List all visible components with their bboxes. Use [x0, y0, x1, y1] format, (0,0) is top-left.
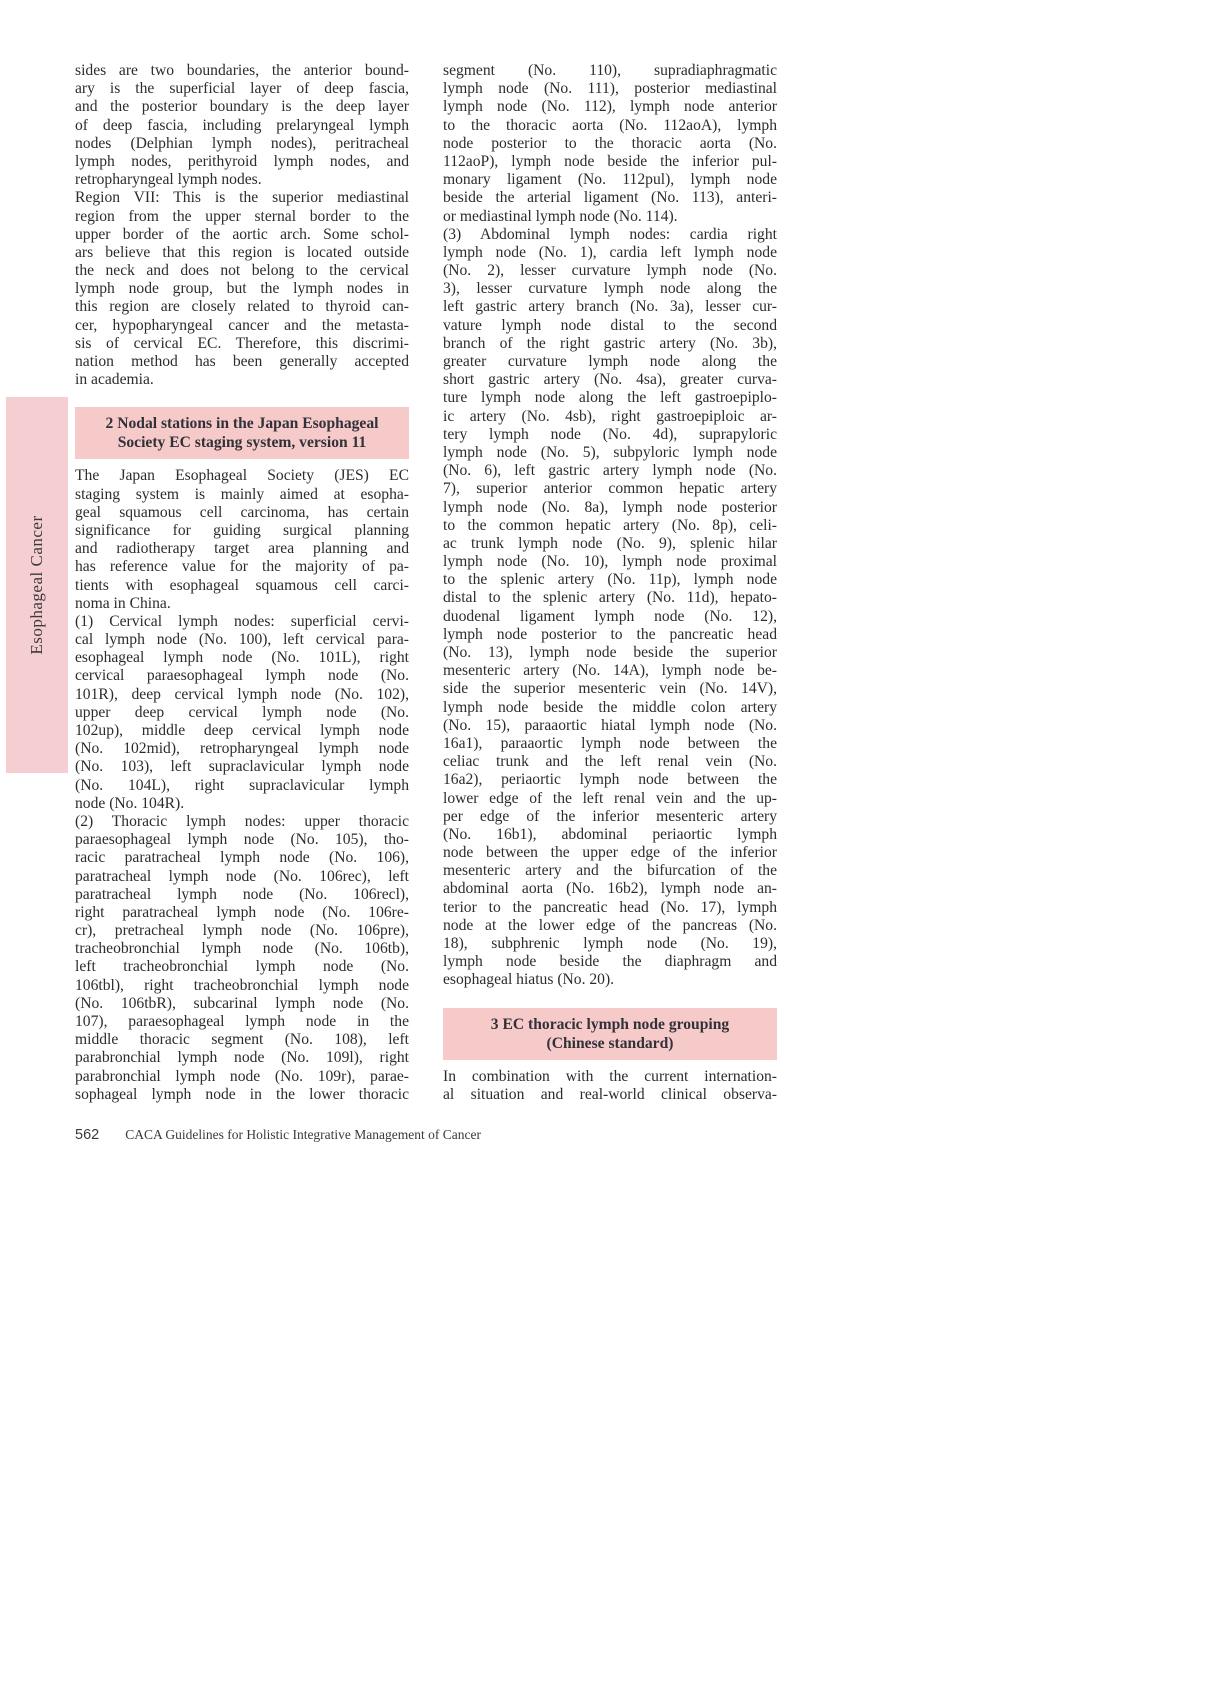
- text-line: right paratracheal lymph node (No. 106re-: [75, 903, 409, 921]
- text-line: and the posterior boundary is the deep layer: [75, 98, 409, 116]
- text-line: and radiotherapy target area planning and: [75, 540, 409, 558]
- text-line: sis of cervical EC. Therefore, this discrimi-: [75, 334, 409, 352]
- text-line: cer, hypopharyngeal cancer and the metasta-: [75, 316, 409, 334]
- text-line: lower edge of the left renal vein and the up-: [443, 789, 777, 807]
- text-line: noma in China.: [75, 594, 171, 612]
- text-line: ac trunk lymph node (No. 9), splenic hilar: [443, 534, 777, 552]
- text-line: node at the lower edge of the pancreas (No.: [443, 916, 777, 934]
- text-line: 107), paraesophageal lymph node in the: [75, 1013, 409, 1030]
- text-line: ars believe that this region is located outside: [75, 243, 409, 261]
- text-line: 102up), middle deep cervical lymph node: [75, 722, 409, 739]
- text-line: lymph node (No. 112), lymph node anterior: [443, 98, 777, 116]
- text-line: left tracheobronchial lymph node (No.: [75, 958, 409, 976]
- text-line: region from the upper sternal border to the: [75, 207, 409, 225]
- page-column-left: [75, 62, 409, 1104]
- text-line: (No. 16b1), abdominal periaortic lymph: [443, 825, 777, 843]
- text-line: (2) Thoracic lymph nodes: upper thoracic: [75, 812, 409, 830]
- text-line: to the thoracic aorta (No. 112aoA), lymph: [443, 116, 777, 134]
- text-line: (3) Abdominal lymph nodes: cardia right: [443, 225, 777, 243]
- text-line: node posterior to the thoracic aorta (No.: [443, 134, 777, 152]
- text-line: left gastric artery branch (No. 3a), lesser cur-: [443, 298, 777, 316]
- text-line: vature lymph node distal to the second: [443, 316, 777, 334]
- text-line: lymph node beside the diaphragm and: [443, 953, 777, 971]
- text-line: 112aoP), lymph node beside the inferior pul-: [443, 152, 777, 170]
- section-heading-line: Society EC staging system, version 11: [117, 434, 367, 452]
- text-line: (No. 103), left supraclavicular lymph node: [75, 758, 409, 776]
- text-line: al situation and real-world clinical observa-: [443, 1085, 777, 1103]
- text-line: monary ligament (No. 112pul), lymph node: [443, 171, 777, 189]
- text-line: lymph node (No. 10), lymph node proximal: [443, 553, 777, 571]
- text-line: racic paratracheal lymph node (No. 106),: [75, 849, 409, 867]
- text-line: node between the upper edge of the inferior: [443, 844, 777, 862]
- text-line: lymph node (No. 111), posterior mediastinal: [443, 80, 777, 98]
- text-line: ic artery (No. 4sb), right gastroepiploic ar-: [443, 407, 777, 425]
- text-line: node (No. 104R).: [75, 794, 185, 812]
- text-line: In combination with the current internation-: [443, 1067, 777, 1085]
- text-line: cr), pretracheal lymph node (No. 106pre),: [75, 922, 409, 940]
- text-line: side the superior mesenteric vein (No. 14V),: [443, 680, 777, 698]
- text-line: middle thoracic segment (No. 108), left: [75, 1031, 409, 1049]
- section-3-heading: [443, 1008, 777, 1060]
- text-line: 3), lesser curvature lymph node along the: [443, 280, 777, 298]
- text-line: esophageal hiatus (No. 20).: [443, 971, 615, 989]
- text-line: in academia.: [75, 371, 154, 389]
- text-line: 7), superior anterior common hepatic artery: [443, 480, 777, 498]
- text-line: paratracheal lymph node (No. 106recl),: [75, 885, 409, 903]
- text-line: ture lymph node along the left gastroepiplo-: [443, 389, 777, 407]
- text-line: to the common hepatic artery (No. 8p), celi-: [443, 516, 777, 534]
- section-heading-line: 3 EC thoracic lymph node grouping: [490, 1015, 730, 1033]
- chapter-tab: [6, 397, 68, 773]
- text-line: lymph node posterior to the pancreatic head: [443, 625, 777, 643]
- text-line: mesenteric artery (No. 14A), lymph node be-: [443, 662, 777, 680]
- page-column-right: [443, 62, 777, 1104]
- text-line: parabronchial lymph node (No. 109l), right: [75, 1049, 409, 1067]
- text-line: Region VII: This is the superior mediastinal: [75, 189, 409, 207]
- text-line: tery lymph node (No. 4d), suprapyloric: [443, 425, 777, 443]
- text-line: paraesophageal lymph node (No. 105), tho-: [75, 831, 409, 849]
- text-line: lymph node (No. 5), subpyloric lymph node: [443, 443, 777, 461]
- text-line: geal squamous cell carcinoma, has certain: [75, 503, 409, 521]
- text-line: celiac trunk and the left renal vein (No.: [443, 753, 777, 771]
- text-line: sides are two boundaries, the anterior bound-: [75, 62, 409, 79]
- text-line: distal to the splenic artery (No. 11d), hepato-: [443, 589, 777, 607]
- text-line: upper border of the aortic arch. Some schol-: [75, 225, 409, 243]
- text-line: 16a1), paraaortic lymph node between the: [443, 734, 777, 752]
- section-heading-line: (Chinese standard): [546, 1034, 674, 1052]
- text-line: retropharyngeal lymph nodes.: [75, 171, 262, 189]
- text-line: (1) Cervical lymph nodes: superficial cervi-: [75, 612, 409, 630]
- text-line: significance for guiding surgical planning: [75, 521, 409, 539]
- text-line: this region are closely related to thyroid can-: [75, 298, 409, 316]
- text-line: the neck and does not belong to the cervical: [75, 262, 409, 280]
- text-line: ary is the superficial layer of deep fascia,: [75, 80, 409, 98]
- text-line: (No. 104L), right supraclavicular lymph: [75, 776, 409, 794]
- text-line: 101R), deep cervical lymph node (No. 102),: [75, 685, 409, 703]
- section-2-heading: [75, 407, 409, 459]
- text-line: or mediastinal lymph node (No. 114).: [443, 207, 678, 225]
- text-line: segment (No. 110), supradiaphragmatic: [443, 62, 777, 79]
- text-line: branch of the right gastric artery (No. 3b),: [443, 334, 777, 352]
- text-line: mesenteric artery and the bifurcation of the: [443, 862, 777, 880]
- text-line: tracheobronchial lymph node (No. 106tb),: [75, 940, 409, 958]
- text-line: (No. 6), left gastric artery lymph node (No.: [443, 462, 777, 480]
- text-line: lymph node (No. 1), cardia left lymph node: [443, 243, 777, 261]
- text-line: duodenal ligament lymph node (No. 12),: [443, 607, 777, 625]
- section-heading-line: 2 Nodal stations in the Japan Esophageal: [105, 415, 379, 433]
- text-line: nation method has been generally accepted: [75, 353, 409, 370]
- text-line: per edge of the inferior mesenteric artery: [443, 807, 777, 825]
- text-line: (No. 106tbR), subcarinal lymph node (No.: [75, 994, 409, 1012]
- page-number: 562: [75, 1127, 100, 1143]
- text-line: (No. 15), paraaortic hiatal lymph node (No.: [443, 716, 777, 734]
- text-line: cal lymph node (No. 100), left cervical para-: [75, 631, 409, 649]
- text-line: upper deep cervical lymph node (No.: [75, 703, 409, 721]
- text-line: 106tbl), right tracheobronchial lymph node: [75, 976, 409, 994]
- text-line: (No. 102mid), retropharyngeal lymph node: [75, 740, 409, 758]
- text-line: The Japan Esophageal Society (JES) EC: [75, 467, 409, 485]
- text-line: abdominal aorta (No. 16b2), lymph node an-: [443, 880, 777, 898]
- text-line: has reference value for the majority of pa-: [75, 558, 409, 576]
- text-line: nodes (Delphian lymph nodes), peritracheal: [75, 134, 409, 152]
- text-line: esophageal lymph node (No. 101L), right: [75, 649, 409, 667]
- text-line: lymph node (No. 8a), lymph node posterior: [443, 498, 777, 516]
- text-line: cervical paraesophageal lymph node (No.: [75, 667, 409, 685]
- text-line: tients with esophageal squamous cell carci-: [75, 576, 409, 594]
- text-line: (No. 13), lymph node beside the superior: [443, 644, 777, 661]
- text-line: greater curvature lymph node along the: [443, 353, 777, 370]
- text-line: lymph node group, but the lymph nodes in: [75, 280, 409, 298]
- running-title: CACA Guidelines for Holistic Integrative Management of Cancer: [125, 1127, 481, 1142]
- text-line: staging system is mainly aimed at esopha-: [75, 485, 409, 503]
- page-footer: [75, 1126, 481, 1144]
- text-line: of deep fascia, including prelaryngeal lymph: [75, 116, 409, 134]
- text-line: 18), subphrenic lymph node (No. 19),: [443, 935, 777, 952]
- text-line: lymph nodes, perithyroid lymph nodes, and: [75, 152, 409, 170]
- text-line: short gastric artery (No. 4sa), greater curva-: [443, 371, 777, 389]
- text-line: lymph node beside the middle colon artery: [443, 698, 777, 716]
- text-line: to the splenic artery (No. 11p), lymph node: [443, 571, 777, 589]
- text-line: terior to the pancreatic head (No. 17), lymph: [443, 898, 777, 916]
- text-line: paratracheal lymph node (No. 106rec), left: [75, 867, 409, 885]
- text-line: beside the arterial ligament (No. 113), anteri-: [443, 189, 777, 207]
- text-line: sophageal lymph node in the lower thoracic: [75, 1085, 409, 1103]
- chapter-tab-label: Esophageal Cancer: [27, 515, 46, 655]
- text-line: (No. 2), lesser curvature lymph node (No.: [443, 262, 777, 280]
- text-line: 16a2), periaortic lymph node between the: [443, 771, 777, 789]
- text-line: parabronchial lymph node (No. 109r), parae-: [75, 1067, 409, 1085]
